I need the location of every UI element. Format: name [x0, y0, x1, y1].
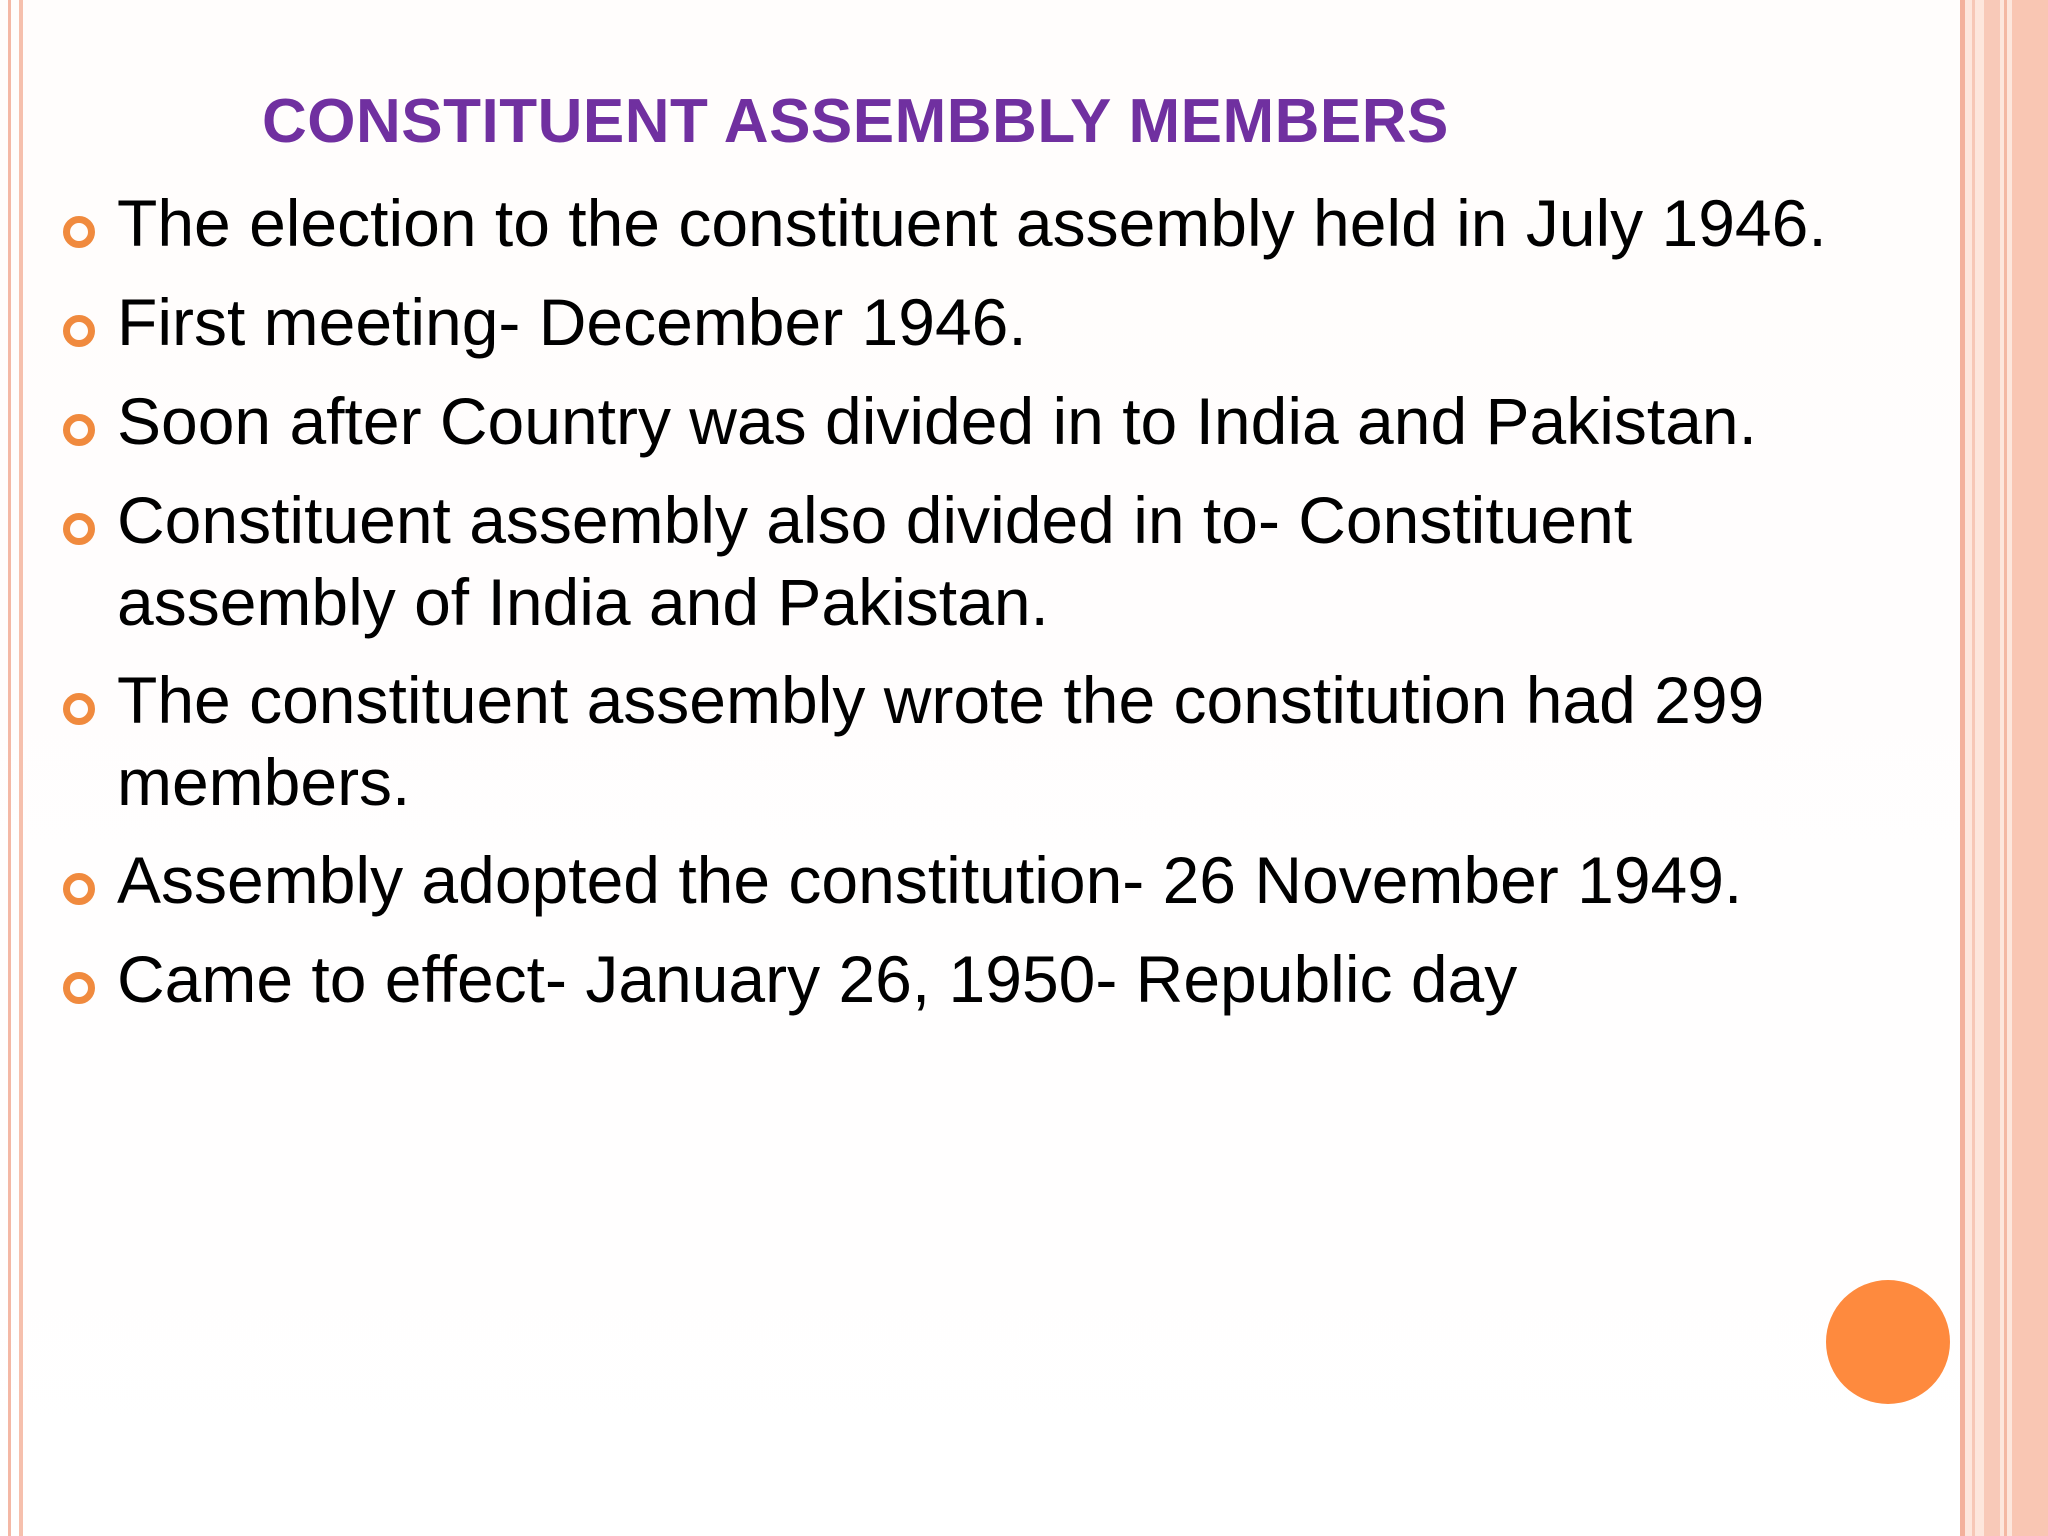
- left-border-stripe: [8, 0, 11, 1536]
- ring-bullet-icon: [63, 513, 95, 545]
- slide-title: CONSTITUENT ASSEMBBLY MEMBERS: [262, 87, 1449, 156]
- right-border-line: [1972, 0, 1975, 1536]
- bullet-text: [117, 938, 1917, 1020]
- right-border-line: [1960, 0, 1965, 1536]
- bullet-text: [117, 182, 1917, 264]
- bullet-text: [117, 281, 1917, 363]
- bullet-text: [117, 380, 1917, 462]
- ring-bullet-icon: [63, 972, 95, 1004]
- ring-bullet-icon: [63, 693, 95, 725]
- bullet-line: Constituent assembly also divided in to- Constituent: [117, 483, 1633, 557]
- right-border-line: [2004, 0, 2007, 1536]
- right-border-line: [1984, 0, 2000, 1536]
- ring-bullet-icon: [63, 873, 95, 905]
- bullet-line: The constituent assembly wrote the constitution had 299: [117, 663, 1765, 737]
- bullet-line: The election to the constituent assembly held in July 1946.: [117, 186, 1827, 260]
- bullet-text: [117, 479, 1917, 643]
- bullet-line: First meeting- December 1946.: [117, 285, 1027, 359]
- right-border-line: [2012, 0, 2048, 1536]
- ring-bullet-icon: [63, 414, 95, 446]
- ring-bullet-icon: [63, 315, 95, 347]
- bullet-line: members.: [117, 745, 411, 819]
- bullet-line: Came to effect- January 26, 1950- Republic day: [117, 942, 1518, 1016]
- bullet-line: Assembly adopted the constitution- 26 November 1949.: [117, 843, 1743, 917]
- left-border-stripe-inner: [19, 0, 23, 1536]
- orange-circle-decoration: [1826, 1280, 1950, 1404]
- ring-bullet-icon: [63, 216, 95, 248]
- bullet-line: assembly of India and Pakistan.: [117, 565, 1049, 639]
- bullet-line: Soon after Country was divided in to India and Pakistan.: [117, 384, 1757, 458]
- bullet-text: [117, 659, 1917, 823]
- bullet-text: [117, 839, 1917, 921]
